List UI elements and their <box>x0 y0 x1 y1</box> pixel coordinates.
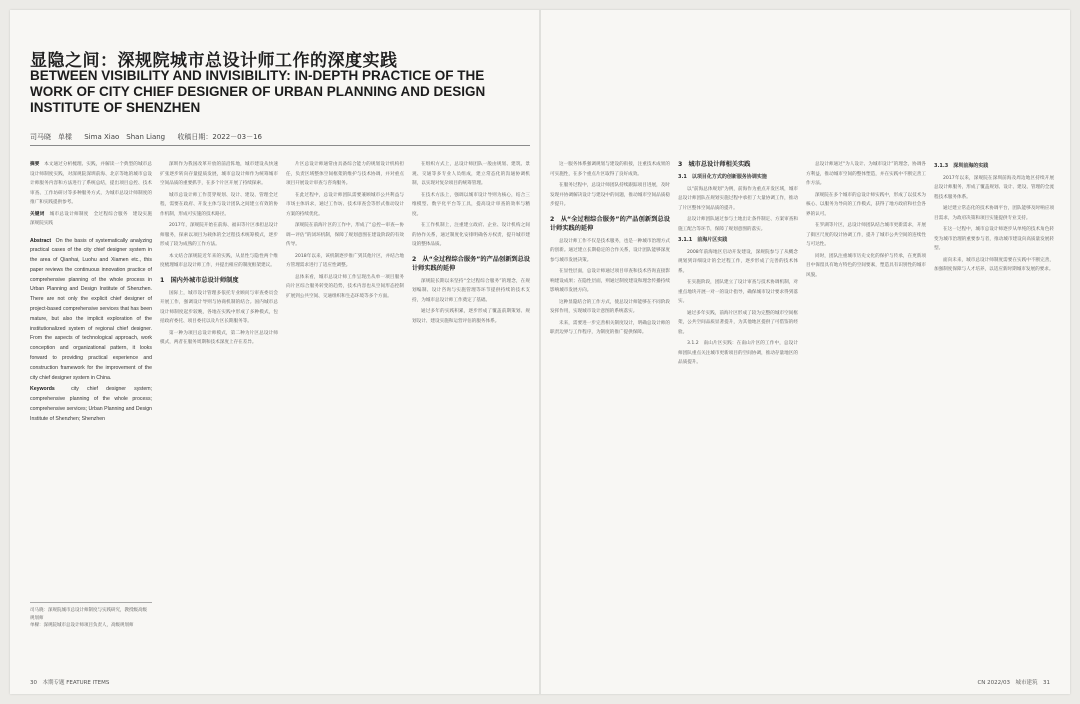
paragraph: 3.1.2 南山片区实践：在南山片区的工作中，总设计师团队重点关注城市更新项目的空间协调，推动存量地区的品质提升。 <box>678 341 798 365</box>
paragraph: 在工作机制上，注重建立政府、企业、设计机构之间的协作关系，通过制度化安排明确各方权责，提升城市建设的整体品质。 <box>412 223 530 247</box>
authors-cn: 司马晓 单樑 <box>30 133 72 141</box>
keywords-cn <box>30 210 157 229</box>
paragraph: 总设计师工作不仅是技术服务，也是一种城市治理方式的创新。通过建立长期稳定的合作关系，设计团队能够深度参与城市发展决策。 <box>550 238 670 263</box>
byline <box>30 132 530 142</box>
paragraph: 在实施阶段，团队建立了设计审查与技术协调机制，对重点地块开展一对一的设计指导，确保城市设计要求得到落实。 <box>678 280 798 304</box>
body-column-8 <box>934 160 1054 675</box>
body-column-7 <box>806 160 926 675</box>
paragraph: 在技术方法上，强调以城市设计导则为核心，结合三维模型、数字化平台等工具，提高设计审查的效率与精度。 <box>412 192 530 217</box>
authors-en: Sima Xiao Shan Liang <box>84 133 166 141</box>
footnote-rule <box>30 602 152 603</box>
received-date: 收稿日期：2022－03－16 <box>177 133 262 141</box>
footnote-1: 司马晓：深规院城市总设计师制度与实践研究，教授级高级规划师 <box>30 608 147 621</box>
paragraph: 这一服务体系强调规划与建设的衔接，注重技术成果的可实施性，在多个重点片区取得了良好成效。 <box>550 162 670 177</box>
subsection-heading-3-1-1: 3.1.1 前海片区实践 <box>678 237 728 243</box>
abstract-en-label: Abstract <box>30 237 52 244</box>
keywords-cn-label: 关键词 <box>30 211 45 217</box>
paragraph: 深规院长期以来坚持“全过程综合服务”的理念，在规划编制、设计咨询与实施管理等环节提供持续的技术支持，为城市总设计师工作奠定了基础。 <box>412 278 530 303</box>
keywords-en-text: city chief designer system; comprehensive planning of the whole process; comprehensive services; Urban Planning and Design Institute of Shenzhen; Shenzhen <box>30 386 152 422</box>
page-spine <box>539 10 541 694</box>
abstract-cn <box>30 160 152 208</box>
footnotes <box>30 607 150 630</box>
paragraph: 未来，需要进一步完善相关制度设计，明确总设计师的职责边界与工作程序，为制度的推广提供保障。 <box>550 320 670 335</box>
paragraph: 2008年前海地区启动开发建设，深规院参与了从概念规划到详细设计的全过程工作，逐步形成了完善的技术体系。 <box>678 249 798 274</box>
paragraph: 在此过程中，总设计师团队需要兼顾城市公共利益与市场主体诉求，通过工作坊、技术审查会等形式推动设计方案的持续优化。 <box>286 192 404 217</box>
abstract-cn-label: 摘要 <box>30 162 40 167</box>
paragraph: 通过多年实践，前海片区形成了较为完整的城市空间框架，公共空间品质显著提升，为其他地区提供了可借鉴的经验。 <box>678 310 798 335</box>
paragraph: 同时，团队注重城市历史文化的保护与传承，在更新项目中保留具有地方特色的空间要素，塑造具有识别性的城市风貌。 <box>806 253 926 278</box>
title-en-line: BETWEEN VISIBILITY AND INVISIBILITY: IN-DEPTH PRACTICE OF THE <box>30 68 485 83</box>
article-title-en <box>30 68 530 116</box>
paragraph: 这种显隐结合的工作方式，使总设计师能够在不同阶段发挥作用，实现城市设计意图的系统落实。 <box>550 299 670 314</box>
paragraph: 第一种为项目总设计师模式，第二种为片区总设计师模式，两者在服务周期和技术深度上存在差异。 <box>160 330 278 345</box>
paragraph: 面向未来，城市总设计师制度需要在实践中不断完善，加强制度保障与人才培养，以适应新时期城市发展的要求。 <box>934 257 1054 272</box>
title-rule <box>30 145 530 146</box>
section-heading-3: 3 城市总设计师相关实践 <box>678 161 751 168</box>
section-heading-2-cont: 2 从“全过程综合服务”的产品创新到总设计师实践的延伸 <box>550 215 670 232</box>
paragraph: 在罗湖等片区，总设计师团队结合城市更新需求，开展了街区尺度的设计协调工作，提升了城市公共空间的连续性与可达性。 <box>806 223 926 247</box>
body-column-2 <box>160 160 278 675</box>
body-column-6 <box>678 160 798 675</box>
paragraph: 总体来看，城市总设计师工作呈现出从单一项目服务向片区综合服务转变的趋势，技术内容也从空间形态控制扩展到公共空间、交通组织和生态环境等多个方面。 <box>286 274 404 299</box>
paragraph: 城市总设计师工作贯穿规划、设计、建设、管理全过程，需要在政府、开发主体与设计团队之间建立有效的协作机制，形成可实施的技术路径。 <box>160 192 278 217</box>
journal-spread <box>10 10 1070 694</box>
paragraph: 深规院在前海片区的工作中，形成了“总控—审查—协调—评估”的闭环机制，保障了规划意图在建设阶段的有效传导。 <box>286 223 404 247</box>
folio-right: CN 2022/03 城市建筑 31 <box>977 680 1050 686</box>
paragraph: 2017年，深规院开始在前海、福田等片区承担总设计师服务，探索以项目为载体的全过程技术统筹模式，逐步形成了较为成熟的工作方法。 <box>160 223 278 247</box>
body-column-5 <box>550 160 670 675</box>
paragraph: 通过建立常态化的技术协调平台，团队能够及时响应项目需求，为政府决策和项目实施提供专业支持。 <box>934 206 1054 221</box>
keywords-cn-text: 城市总设计师制度 全过程综合服务 建设实施 深规院实践 <box>30 211 157 226</box>
subsection-heading-3-1: 3.1 以项目化方式的创新服务协调实施 <box>678 174 767 180</box>
body-column-3 <box>286 160 404 675</box>
keywords-en-label: Keywords <box>30 386 55 393</box>
paragraph: 本文结合深规院近年来的实践，从显性与隐性两个维度梳理城市总设计师工作，并提出相应的制度框架建议。 <box>160 253 278 268</box>
paragraph: 在这一过程中，城市总设计师逐步从单纯的技术角色转变为城市治理的重要参与者，推动城市建设向高质量发展转型。 <box>934 227 1054 251</box>
paragraph: 2017年以来，深规院在深圳前海及周边地区持续开展总设计师服务，形成了覆盖规划、设计、建设、管理的全流程技术服务体系。 <box>934 175 1054 200</box>
footnote-2: 单樑：深规院城市总设计师项目负责人，高级规划师 <box>30 623 134 628</box>
title-en-line: WORK OF CITY CHIEF DESIGNER OF URBAN PLANNING AND DESIGN <box>30 84 486 99</box>
abstract-en <box>30 237 152 384</box>
body-column-4 <box>412 160 530 675</box>
paragraph: 国际上，城市设计管理多依托专业顾问与审查委员会开展工作，强调设计导则与协商机制的结合。国内城市总设计师制度起步较晚，各地在实践中形成了多种模式，包括政府委托、项目委托以及片区长期服务等。 <box>160 290 278 324</box>
paragraph: 在服务过程中，总设计师团队持续跟踪项目进展，及时发现并协调解决设计与建设中的问题，推动城市空间品质稳步提升。 <box>550 183 670 207</box>
paragraph: 通过多年的实践积累，逐步形成了覆盖前期策划、规划设计、建设实施和运营评估的服务体系。 <box>412 309 530 324</box>
paragraph: 以“前海总体规划”为例，前海作为重点开发区域，城市总设计师团队在规划实施过程中承担了大量协调工作，推动了片区整体空间品质的提升。 <box>678 186 798 211</box>
paragraph: 2018年以来，该机制逐步推广到其他片区，并结合地方管理需求进行了适应性调整。 <box>286 253 404 268</box>
paragraph: 总设计师团队通过参与土地出让条件制定、方案审查和施工配合等环节，保障了规划意图的落实。 <box>678 217 798 232</box>
section-heading-1: 1 国内外城市总设计师制度 <box>160 276 239 284</box>
abstract-cn-text: 本文通过分析梳理、实践，并解读一个典型的城市总设计师制度实践，对深规院深圳前海、北京等地的城市总设计师服务内容和方法进行了系统总结，提出项目总控、技术审查、工作坊研讨等多种服务方式，为城市总设计师制度的推广和实践提供参考。 <box>30 162 152 205</box>
paragraph: 在显性层面，总设计师通过项目审查和技术咨询直接影响建设成果；在隐性层面，则通过制度建设和理念传播持续影响城市发展方向。 <box>550 269 670 293</box>
paragraph: 总设计师通过“为人设计、为城市设计”的理念，协调各方利益，推动城市空间的整体塑造，并在实践中不断完善工作方法。 <box>806 162 926 186</box>
paragraph: 深规院在多个城市的总设计师实践中，形成了以技术为核心、以服务为导向的工作模式，获得了地方政府和社会各界的认可。 <box>806 192 926 217</box>
paragraph: 片区总设计师通常由具备综合能力的规划设计机构担任，负责区域整体空间框架的维护与技术协调，并对重点项目开展设计审查与咨询服务。 <box>286 162 404 186</box>
section-heading-2: 2 从“全过程综合服务”的产品创新到总设计师实践的延伸 <box>412 255 530 272</box>
paragraph: 在组织方式上，总设计师团队一般由规划、建筑、景观、交通等多专业人员组成，建立常态化的沟通协调机制，以实现对复杂项目的统筹管理。 <box>412 162 530 186</box>
article-title-cn: 显隐之间：深规院城市总设计师工作的深度实践 <box>30 51 398 71</box>
title-en-line: INSTITUTE OF SHENZHEN <box>30 100 201 115</box>
subsection-heading-3-1-3: 3.1.3 深圳前海的实践 <box>934 163 989 169</box>
paragraph: 深圳作为我国改革开放的前沿阵地，城市建设从快速扩张逐步转向存量提质发展，城市总设计师作为统筹城市空间品质的重要抓手，在多个片区开展了持续探索。 <box>160 162 278 186</box>
abstract-en-text: On the basis of systematically analyzing practical cases of the city chief designer system in the area of Qianhai, Luohu and Xiamen etc., this paper reviews the continuous innovation practice of comprehensive planning of the whole process in Urban Planning and Design Institute of Shenzhen. There are not only the explicit chief designer of project-based comprehensive services that has been mature, but also the implicit exploration of the institutionalized system of regional chief designer. From the aspects of technological approach, work conception and organizational pattern, it looks forward to providing practical experience and construction framework for the improvement of the city chief designer system in China. <box>30 237 152 381</box>
abstract-column <box>30 160 157 600</box>
keywords-en <box>30 385 152 424</box>
folio-left: 30 本期专题 FEATURE ITEMS <box>30 680 110 686</box>
